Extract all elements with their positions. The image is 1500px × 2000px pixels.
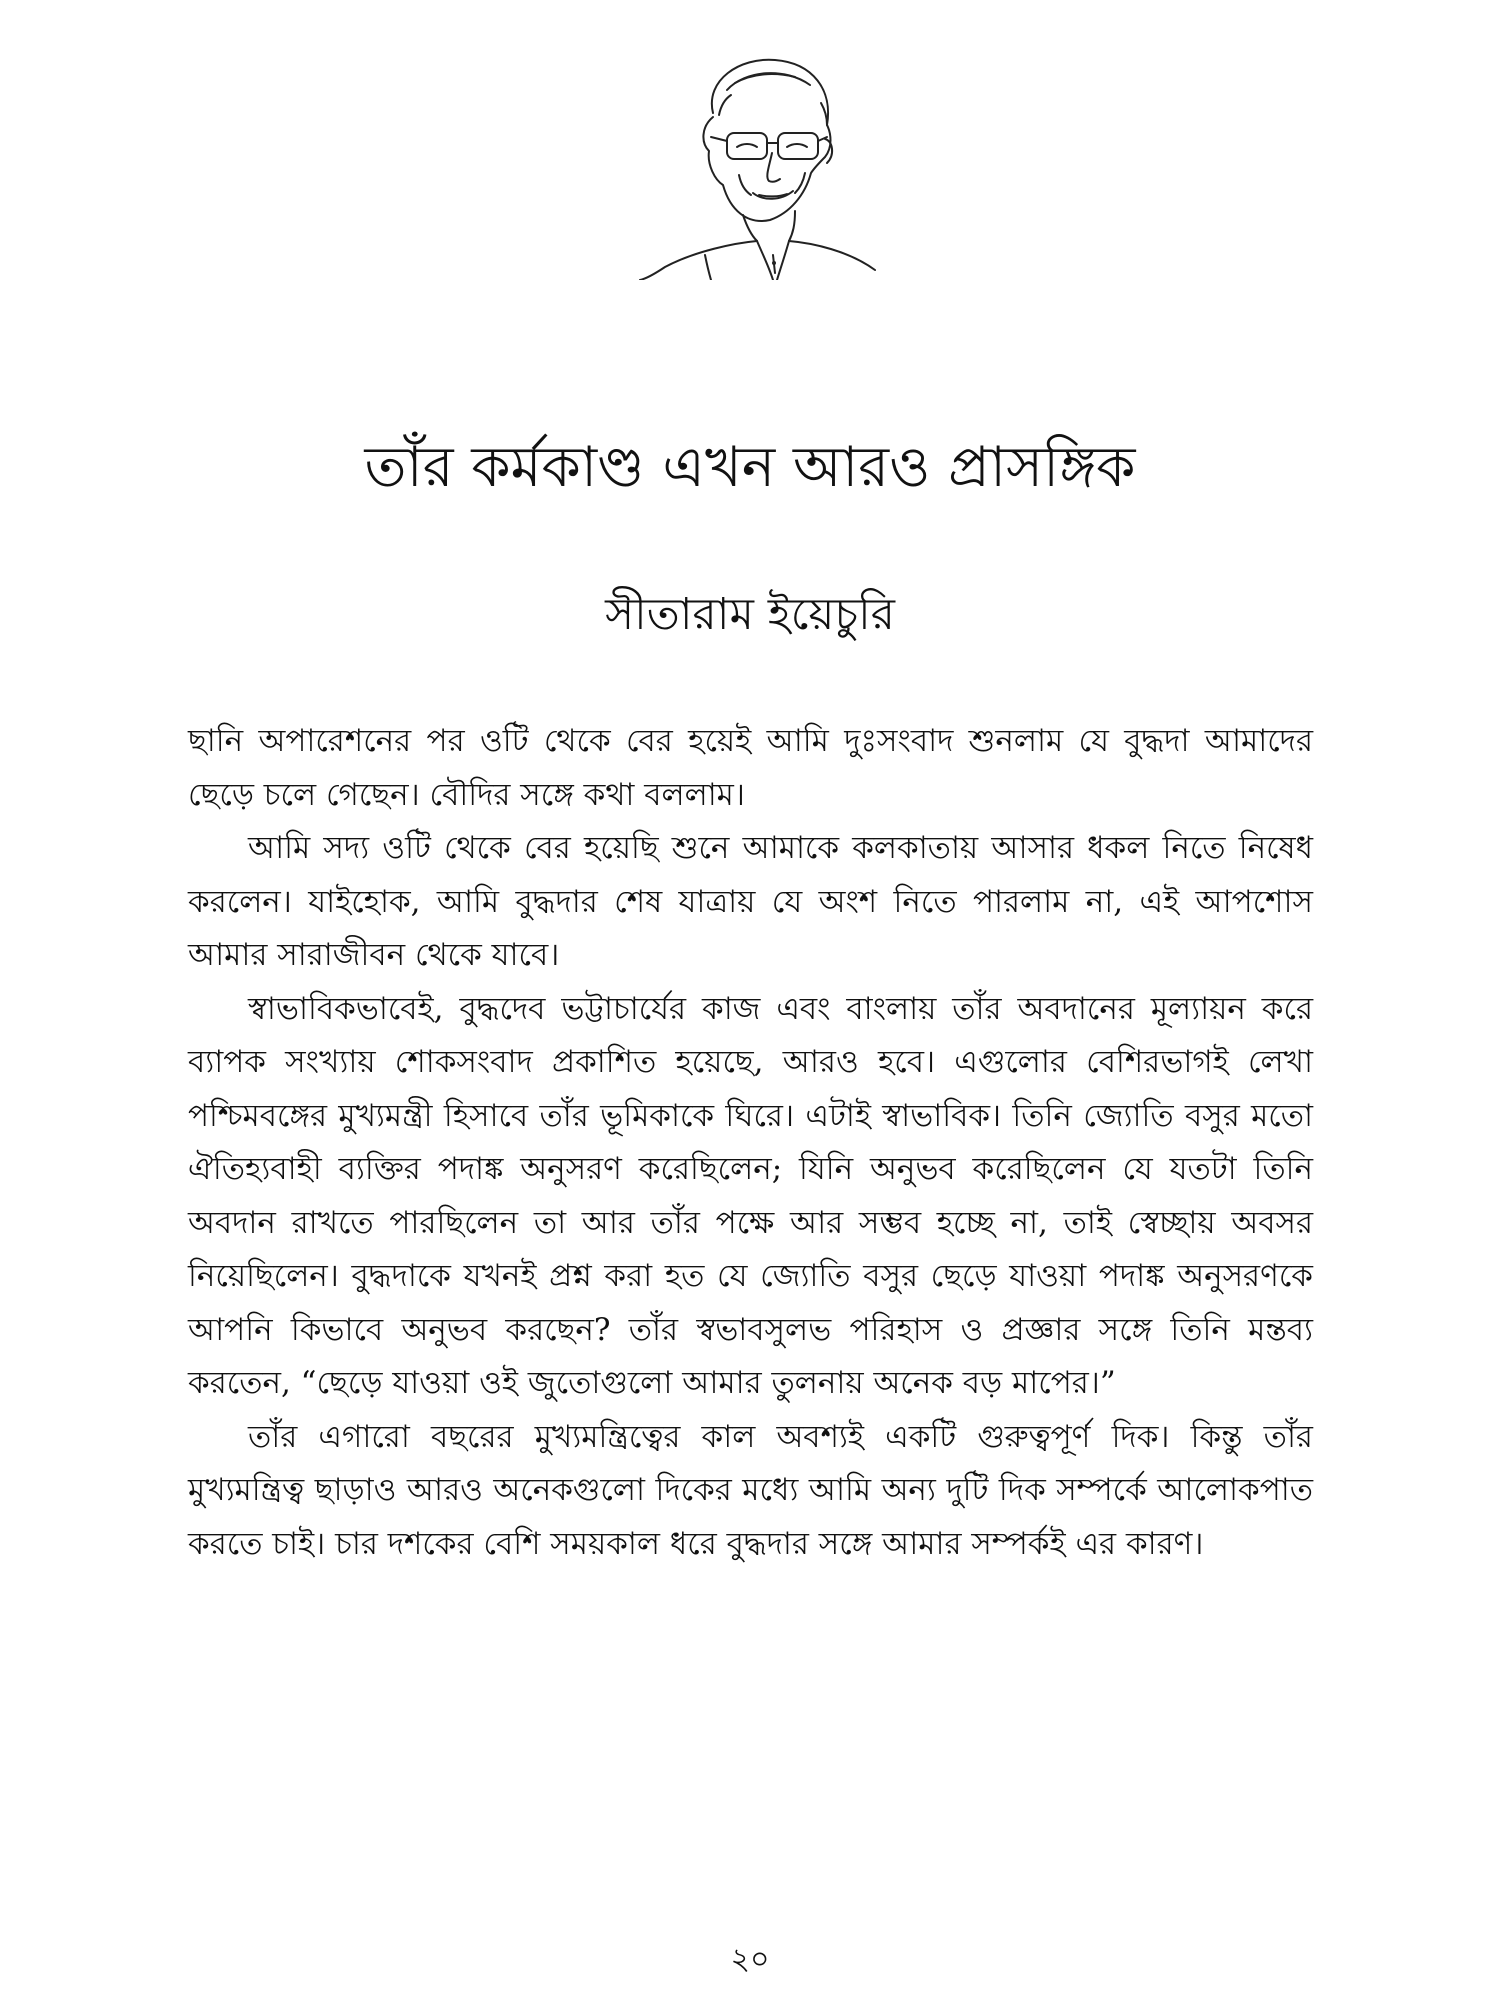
button-dot [772, 261, 776, 265]
paragraph-3: স্বাভাবিকভাবেই, বুদ্ধদেব ভট্টাচার্যের কাজ এবং বাংলায় তাঁর অবদানের মূল্যায়ন করে ব্যাপক সংখ্যায় শোকসংবাদ প্রকাশিত হয়েছে, আরও হবে। এগুলোর বেশিরভাগই লেখা পশ্চিমবঙ্গের মুখ্যমন্ত্রী হিসাবে তাঁর ভূমিকাকে ঘিরে। এটাই স্বাভাবিক। তিনি জ্যোতি বসুর মতো ঐতিহ্যবাহী ব্যক্তির পদাঙ্ক অনুসরণ করেছিলেন; যিনি অনুভব করেছিলেন যে যতটা তিনি অবদান রাখতে পারছিলেন তা আর তাঁর পক্ষে আর সম্ভব হচ্ছে না, তাই স্বেচ্ছায় অবসর নিয়েছিলেন। বুদ্ধদাকে যখনই প্রশ্ন করা হত যে জ্যোতি বসুর ছেড়ে যাওয়া পদাঙ্ক অনুসরণকে আপনি কিভাবে অনুভব করছেন? তাঁর স্বভাবসুলভ পরিহাস ও প্রজ্ঞার সঙ্গে তিনি মন্তব্য করতেন, “ছেড়ে যাওয়া ওই জুতোগুলো আমার তুলনায় অনেক বড় মাপের।” [188, 990, 1313, 1401]
author-name: সীতারাম ইয়েচুরি [605, 589, 895, 640]
paragraph-2: আমি সদ্য ওটি থেকে বের হয়েছি শুনে আমাকে কলকাতায় আসার ধকল নিতে নিষেধ করলেন। যাইহোক, আমি বুদ্ধদার শেষ যাত্রায় যে অংশ নিতে পারলাম না, এই আপশোস আমার সারাজীবন থেকে যাবে। [188, 830, 1313, 973]
article-body [188, 715, 1313, 1571]
portrait-sketch [635, 55, 885, 280]
page-number: ২০ [730, 1942, 770, 1977]
paragraph-4: তাঁর এগারো বছরের মুখ্যমন্ত্রিত্বের কাল অবশ্যই একটি গুরুত্বপূর্ণ দিক। কিন্তু তাঁর মুখ্যমন্ত্রিত্ব ছাড়াও আরও অনেকগুলো দিকের মধ্যে আমি অন্য দুটি দিক সম্পর্কে আলোকপাত করতে চাই। চার দশকের বেশি সময়কাল ধরে বুদ্ধদার সঙ্গে আমার সম্পর্কই এর কারণ। [188, 1418, 1313, 1562]
paragraph-1: ছানি অপারেশনের পর ওটি থেকে বের হয়েই আমি দুঃসংবাদ শুনলাম যে বুদ্ধদা আমাদের ছেড়ে চলে গেছেন। বৌদির সঙ্গে কথা বললাম। [188, 723, 1313, 813]
article-title: তাঁর কর্মকাণ্ড এখন আরও প্রাসঙ্গিক [364, 435, 1136, 500]
